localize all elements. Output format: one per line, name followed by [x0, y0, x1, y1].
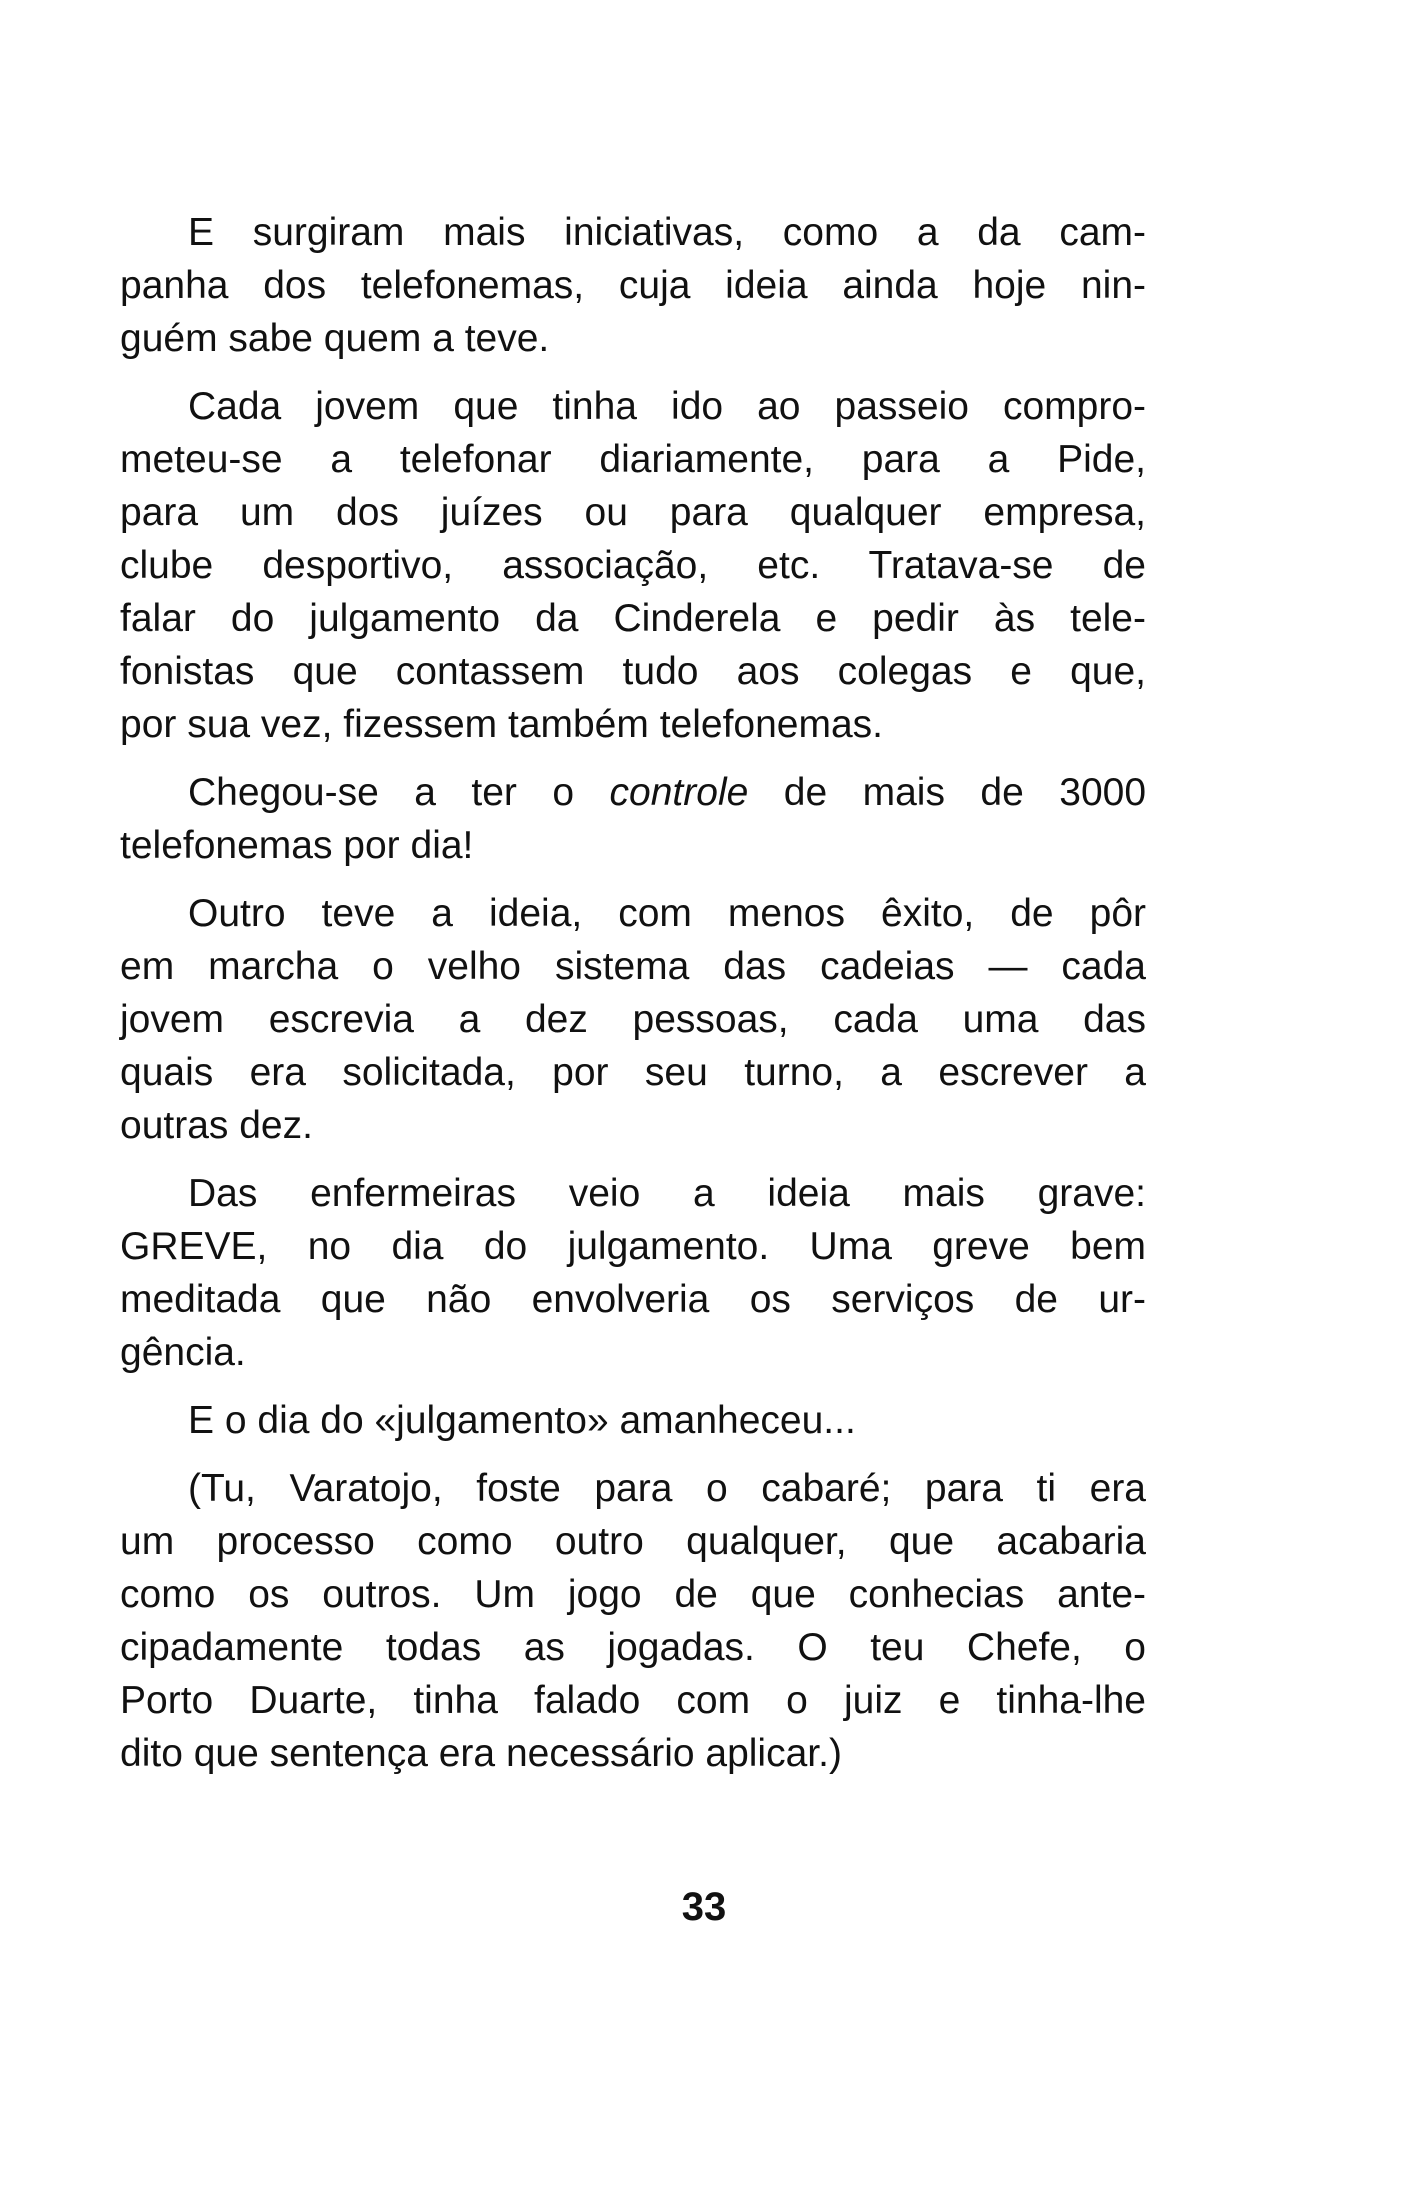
text-line: telefonemas por dia!: [120, 824, 474, 867]
text-line: cipadamente todas as jogadas. O teu Chefe, o: [120, 1626, 1146, 1669]
text-line: quais era solicitada, por seu turno, a escrever a: [120, 1051, 1146, 1094]
text-line: em marcha o velho sistema das cadeias — cada: [120, 945, 1146, 988]
text-line: para um dos juízes ou para qualquer empresa,: [120, 491, 1146, 534]
text-line: E o dia do «julgamento» amanheceu...: [188, 1399, 856, 1442]
paragraph-7: [120, 1462, 1146, 1780]
paragraph-1: [120, 206, 1146, 365]
text-line: um processo como outro qualquer, que acabaria: [120, 1520, 1146, 1563]
text-line: (Tu, Varatojo, foste para o cabaré; para ti era: [188, 1467, 1146, 1510]
text-line: outras dez.: [120, 1104, 313, 1147]
text-line: meditada que não envolveria os serviços de ur-: [120, 1278, 1146, 1321]
text-line: Cada jovem que tinha ido ao passeio compro-: [188, 385, 1146, 428]
page-number: 33: [681, 1885, 727, 1929]
text-segment: Chegou-se a ter o: [188, 771, 610, 814]
text-line: meteu-se a telefonar diariamente, para a Pide,: [120, 438, 1146, 481]
text-line: por sua vez, fizessem também telefonemas.: [120, 703, 883, 746]
text-line: Outro teve a ideia, com menos êxito, de pôr: [188, 892, 1146, 935]
text-line: E surgiram mais iniciativas, como a da cam-: [188, 211, 1146, 254]
text-segment: de mais de 3000: [748, 771, 1147, 814]
text-line: fonistas que contassem tudo aos colegas e que,: [120, 650, 1146, 693]
paragraph-6: [120, 1394, 1146, 1447]
paragraph-2: [120, 380, 1146, 751]
text-line: [120, 766, 1146, 819]
text-line: panha dos telefonemas, cuja ideia ainda hoje nin-: [120, 264, 1146, 307]
text-line: GREVE, no dia do julgamento. Uma greve bem: [120, 1225, 1146, 1268]
text-line: jovem escrevia a dez pessoas, cada uma das: [120, 998, 1146, 1041]
paragraph-5: [120, 1167, 1146, 1379]
text-line: Das enfermeiras veio a ideia mais grave:: [188, 1172, 1146, 1215]
text-line: clube desportivo, associação, etc. Tratava-se de: [120, 544, 1146, 587]
body-text: [120, 206, 1146, 1780]
text-line: falar do julgamento da Cinderela e pedir às tele-: [120, 597, 1146, 640]
text-line: como os outros. Um jogo de que conhecias ante-: [120, 1573, 1146, 1616]
paragraph-4: [120, 887, 1146, 1152]
text-line: gência.: [120, 1331, 246, 1374]
italic-word: controle: [609, 771, 749, 814]
paragraph-3: [120, 766, 1146, 872]
text-line: guém sabe quem a teve.: [120, 317, 550, 360]
text-line: dito que sentença era necessário aplicar.): [120, 1732, 842, 1775]
text-line: Porto Duarte, tinha falado com o juiz e tinha-lhe: [120, 1679, 1146, 1722]
